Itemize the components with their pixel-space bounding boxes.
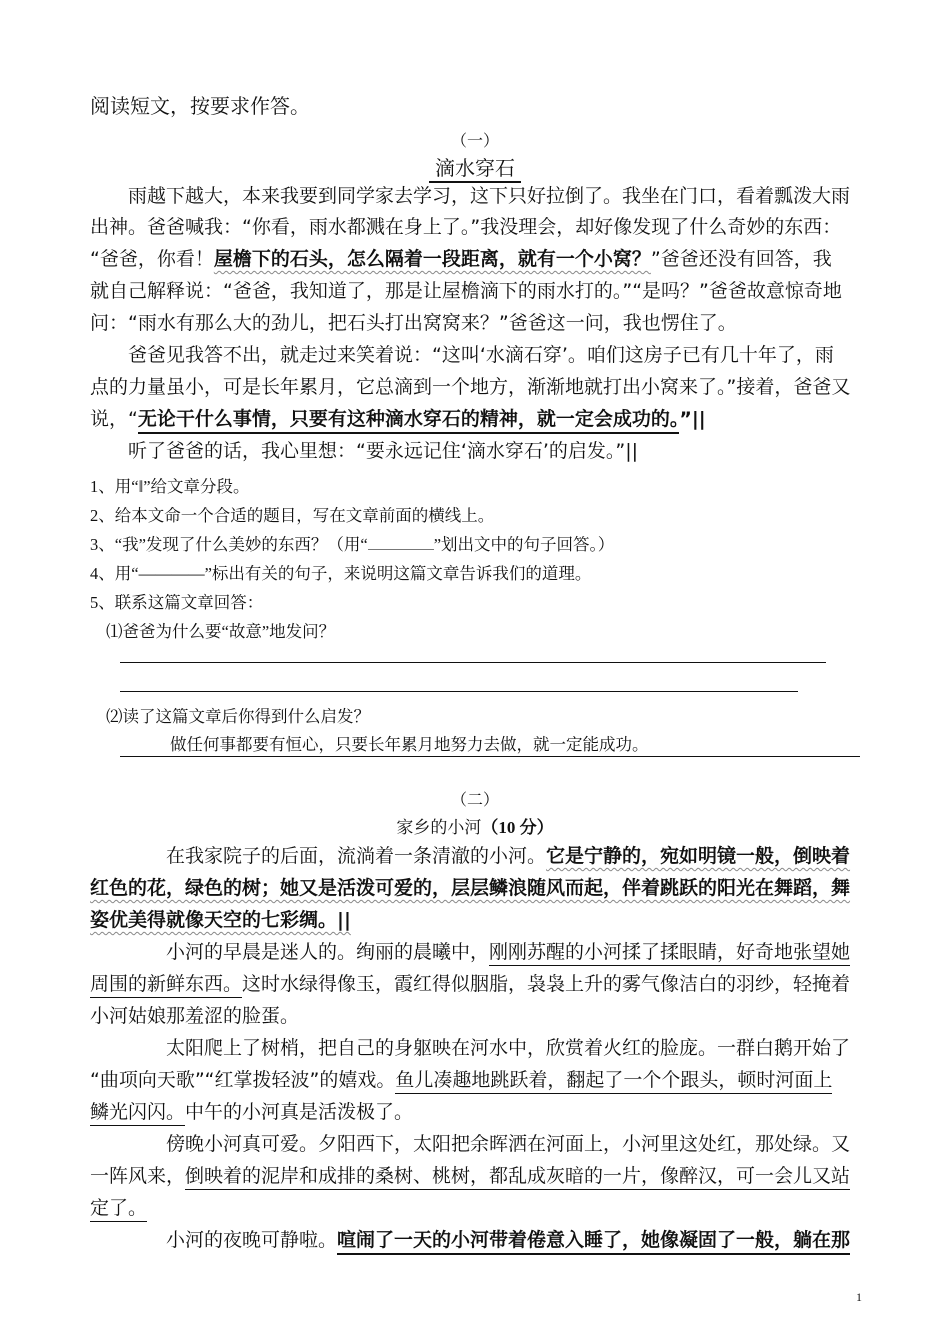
p2-line-9b: 中午的小河真是活泼极了。 xyxy=(185,1101,414,1123)
p2-line-11 xyxy=(90,1162,880,1190)
part2-label: （二） xyxy=(450,792,499,809)
p1-line-2: 出神。爸爸喊我：“你看，雨水都溅在身上了。”我没理会，却好像发现了什么奇妙的东西： xyxy=(90,216,842,238)
part2-title: 家乡的小河 xyxy=(396,818,482,837)
p1-line-7: 点的力量虽小，可是长年累月，它总滴到一个地方，渐渐地就打出小窝来了。”接着，爸爸又 xyxy=(90,376,851,398)
p2-line-3 xyxy=(90,906,880,934)
p2-line-1 xyxy=(90,842,880,870)
question-5-2: ⑵读了这篇文章后你得到什么启发？ xyxy=(106,707,370,726)
marked-evening-a: 倒映着的泥岸和成排的桑树、桃树，都乱成灰暗的一片，像醉汉，可一会儿又站 xyxy=(185,1165,850,1190)
p1-line-1: 雨越下越大，本来我要到同学家去学习，这下只好拉倒了。我坐在门口，看着瓢泼大雨 xyxy=(128,185,851,207)
part2-title-row xyxy=(0,813,950,838)
wavy-line-sample xyxy=(368,535,434,550)
p1-line-9: 听了爸爸的话，我心里想：“要永远记住‘滴水穿石’的启发。”|| xyxy=(128,440,639,462)
p2-line-6: 小河姑娘那羞涩的脸蛋。 xyxy=(90,1005,300,1027)
question-3a: 3、“我”发现了什么美妙的东西？（用“ xyxy=(90,535,368,554)
question-3 xyxy=(90,531,614,555)
marked-sentence-lesson: 无论干什么事情，只要有这种滴水穿石的精神，就一定会成功的。 xyxy=(138,408,680,434)
marked-noon-b: 鳞光闪闪。 xyxy=(90,1101,185,1126)
marked-morning-b: 周围的新鲜东西。 xyxy=(90,973,242,998)
p2-line-1a: 在我家院子的后面，流淌着一条清澈的小河。 xyxy=(166,845,547,867)
p2-line-8a: “曲项向天歌”“红掌拨轻波”的嬉戏。 xyxy=(90,1069,396,1091)
question-5: 5、联系这篇文章回答： xyxy=(90,593,264,612)
marked-morning-a: 刚刚苏醒的小河揉了揉眼睛，好奇地张望她 xyxy=(489,941,850,966)
p2-line-9 xyxy=(90,1098,880,1126)
p1-line-8c: ”|| xyxy=(679,408,706,430)
instruction-heading: 阅读短文，按要求作答。 xyxy=(90,94,310,118)
question-3b: ”划出文中的句子回答。） xyxy=(433,535,615,554)
p2-line-13 xyxy=(90,1226,880,1254)
answer-5-2[interactable] xyxy=(120,731,860,757)
p2-line-4 xyxy=(90,938,880,966)
part2-score: （10 分） xyxy=(481,818,554,837)
p2-line-7: 太阳爬上了树梢，把自己的身躯映在河水中，欣赏着火红的脸庞。一群白鹅开始了 xyxy=(166,1037,851,1059)
marked-night-a: 喧闹了一天的小河带着倦意入睡了，她像凝固了一般，躺在那 xyxy=(337,1229,850,1255)
marked-evening-b: 定了。 xyxy=(90,1197,147,1222)
p2-line-11a: 一阵风来， xyxy=(90,1165,186,1187)
p1-line-3 xyxy=(90,245,880,273)
p2-line-5b: 这时水绿得像玉，霞红得似胭脂，袅袅上升的雾气像洁白的羽纱，轻掩着 xyxy=(242,973,851,995)
page-number: 1 xyxy=(856,1290,862,1304)
p2-line-5 xyxy=(90,970,880,998)
marked-river-a: 它是宁静的，宛如明镜一般，倒映着 xyxy=(546,845,851,867)
part1-label: （一） xyxy=(450,133,499,150)
p1-line-8 xyxy=(90,405,880,433)
p2-line-10: 傍晚小河真可爱。夕阳西下，太阳把余晖洒在河面上，小河里这处红，那处绿。又 xyxy=(166,1133,851,1155)
question-5-1: ⑴爸爸为什么要“故意”地发问？ xyxy=(106,622,336,641)
p1-line-6: 爸爸见我答不出，就走过来笑着说：“这叫‘水滴石穿’。咱们这房子已有几十年了，雨 xyxy=(128,344,834,366)
marked-sentence-discovery: 屋檐下的石头，怎么隔着一段距离，就有一个小窝？ xyxy=(213,248,651,270)
p2-line-13a: 小河的夜晚可静啦。 xyxy=(166,1229,338,1251)
question-2: 2、给本文命一个合适的题目，写在文章前面的横线上。 xyxy=(90,506,495,525)
question-4: 4、用“————”标出有关的句子，来说明这篇文章告诉我们的道理。 xyxy=(90,564,592,583)
p1-line-3a: “爸爸，你看！ xyxy=(90,248,214,270)
question-1: 1、用“‖”给文章分段。 xyxy=(90,477,250,496)
part1-title-text: 滴水穿石 xyxy=(429,158,521,183)
answer-line-1[interactable] xyxy=(120,662,826,663)
p2-line-8 xyxy=(90,1066,880,1094)
marked-noon-a: 鱼儿凑趣地跳跃着，翻起了一个个跟头，顿时河面上 xyxy=(395,1069,832,1094)
answer-5-2-text: 做任何事都要有恒心，只要长年累月地努力去做，就一定能成功。 xyxy=(170,735,649,754)
answer-line-2[interactable] xyxy=(120,691,798,692)
part1-title xyxy=(0,152,950,181)
p1-line-5: 问：“雨水有那么大的劲儿，把石头打出窝窝来？”爸爸这一问，我也愣住了。 xyxy=(90,312,737,334)
p2-line-12 xyxy=(90,1194,880,1222)
p2-line-2: 红色的花，绿色的树；她又是活泼可爱的，层层鳞浪随风而起，伴着跳跃的阳光在舞蹈，舞 xyxy=(90,877,851,899)
p2-line-4a: 小河的早晨是迷人的。绚丽的晨曦中， xyxy=(166,941,490,963)
p1-line-3c: ”爸爸还没有回答，我 xyxy=(650,248,832,270)
p1-line-4: 就自己解释说：“爸爸，我知道了，那是让屋檐滴下的雨水打的。”“是吗？”爸爸故意惊奇地 xyxy=(90,280,842,302)
marked-river-c: 姿优美得就像天空的七彩绸。|| xyxy=(90,909,351,931)
p1-line-8a: 说，“ xyxy=(90,408,138,430)
